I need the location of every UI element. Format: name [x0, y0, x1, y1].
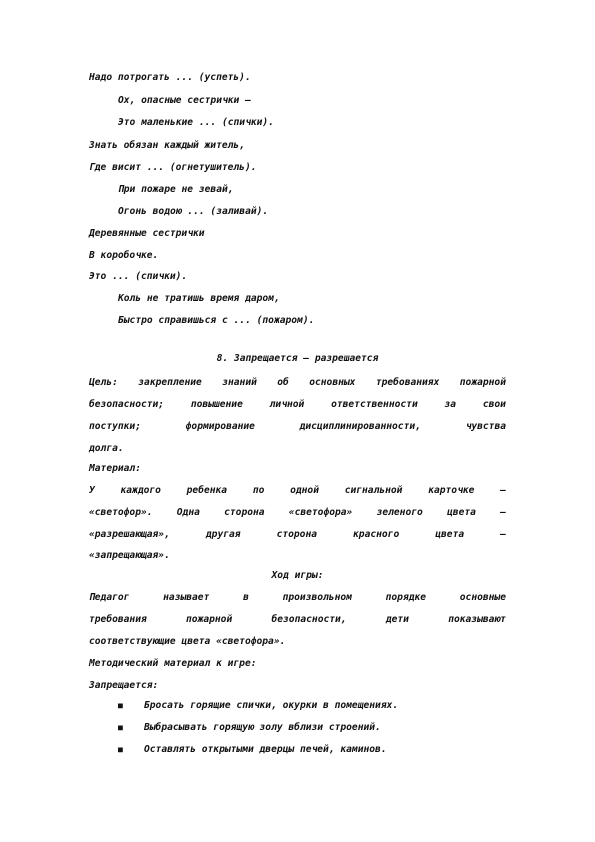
word: повышение — [190, 399, 243, 410]
word: сторона — [224, 507, 265, 518]
word: личной — [269, 399, 305, 410]
word: Цель: — [89, 377, 118, 388]
word: безопасности, — [271, 614, 347, 625]
word: – — [500, 485, 506, 496]
word: безопасности; — [89, 399, 165, 410]
word: «светофор». — [89, 507, 153, 518]
word: основных — [309, 377, 356, 388]
word: требованиях — [375, 377, 440, 388]
word: поступки; — [89, 421, 141, 432]
poem-line: Это маленькие ... (спички). — [118, 117, 274, 128]
word: другая — [205, 529, 241, 540]
bullet-square-icon: ■ — [118, 701, 123, 710]
poem-line: Это ... (спички). — [89, 271, 188, 282]
word: У — [89, 485, 95, 496]
material-label: Материал: — [89, 463, 141, 474]
word: свои — [482, 399, 506, 410]
poem-line: Знать обязан каждый житель, — [89, 140, 245, 151]
word: за — [444, 399, 457, 410]
method-label: Методический материал к игре: — [89, 658, 257, 669]
goal-line — [89, 420, 506, 434]
word: порядке — [385, 592, 427, 603]
section-title: 8. Запрещается – разрешается — [216, 353, 379, 364]
game-line-last: соответствующие цвета «светофора». — [89, 636, 286, 647]
bullet-square-icon: ■ — [118, 723, 123, 732]
goal-line — [89, 398, 506, 412]
material-line-last: «запрещающая». — [89, 550, 170, 561]
word: пожарной — [459, 377, 506, 388]
word: каждого — [120, 485, 161, 496]
word: одной — [290, 485, 319, 496]
poem-line: При пожаре не зевай, — [118, 184, 234, 195]
material-line — [89, 528, 506, 542]
word: произвольном — [282, 592, 352, 603]
word: ответственности — [331, 399, 418, 410]
word: сторона — [276, 529, 317, 540]
game-line — [89, 613, 506, 627]
poem-line: Деревянные сестрички — [89, 228, 205, 239]
word: показывают — [448, 614, 506, 625]
game-line — [89, 591, 506, 605]
poem-line: Коль не тратишь время даром, — [118, 293, 280, 304]
word: требования — [89, 614, 147, 625]
word: – — [500, 507, 506, 518]
word: дисциплинированности, — [299, 421, 421, 432]
word: называет — [163, 592, 210, 603]
poem-line: Быстро справишься с ... (пожаром). — [118, 315, 315, 326]
poem-line: Ох, опасные сестрички – — [118, 95, 251, 106]
poem-line: Где висит ... (огнетушитель). — [89, 162, 257, 173]
goal-line-last: долга. — [89, 443, 124, 454]
word: «светофора» — [288, 507, 353, 518]
word: карточке — [428, 485, 475, 496]
word: ребенка — [186, 485, 228, 496]
word: зеленого — [376, 507, 423, 518]
bullet-item: Выбрасывать горящую золу вблизи строений. — [144, 722, 381, 733]
word: – — [500, 529, 506, 540]
word: знаний — [222, 377, 257, 388]
word: Одна — [176, 507, 200, 518]
bullet-item: Бросать горящие спички, окурки в помещениях. — [144, 700, 399, 711]
word: цвета — [447, 507, 476, 518]
word: дети — [385, 614, 409, 625]
word: по — [252, 485, 265, 496]
poem-line: Огонь водою ... (заливай). — [118, 206, 269, 217]
word: чувства — [465, 421, 506, 432]
bullet-square-icon: ■ — [118, 745, 123, 754]
word: «разрешающая», — [89, 529, 170, 540]
word: формирование — [185, 421, 255, 432]
material-line — [89, 484, 506, 498]
word: основные — [459, 592, 506, 603]
word: Педагог — [89, 592, 130, 603]
game-heading: Ход игры: — [271, 570, 324, 581]
word: сигнальной — [344, 485, 403, 496]
poem-line: Надо потрогать ... (успеть). — [89, 72, 251, 83]
poem-line: В коробочке. — [89, 250, 159, 261]
forbidden-label: Запрещается: — [89, 680, 159, 691]
word: цвета — [435, 529, 465, 540]
word: красного — [353, 529, 400, 540]
word: закрепление — [138, 377, 202, 388]
bullet-item: Оставлять открытыми дверцы печей, каминов. — [144, 744, 387, 755]
goal-line — [89, 376, 506, 390]
word: в — [243, 592, 249, 603]
word: об — [277, 377, 289, 388]
material-line — [89, 506, 506, 520]
word: пожарной — [186, 614, 233, 625]
